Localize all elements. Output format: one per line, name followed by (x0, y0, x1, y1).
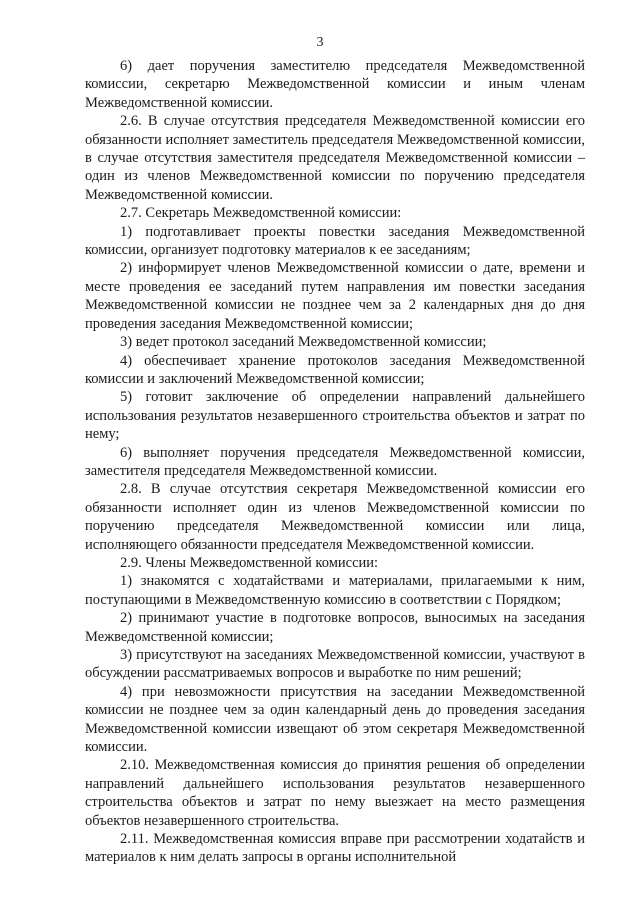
paragraph-2-9-item-2: 2) принимают участие в подготовке вопросов, выносимых на заседания Межведомственной комиссии; (85, 610, 585, 645)
paragraph-2-9-item-1: 1) знакомятся с ходатайствами и материалами, прилагаемыми к ним, поступающими в Межведомственную комиссию в соответствии с Порядком; (85, 573, 585, 608)
paragraph-2-7-item-4: 4) обеспечивает хранение протоколов заседания Межведомственной комиссии и заключений Межведомственной комиссии; (85, 352, 585, 387)
paragraph-2-9-item-3: 3) присутствуют на заседаниях Межведомственной комиссии, участвуют в обсуждении рассматриваемых вопросов и выработке по ним решений; (85, 647, 585, 682)
paragraph-2-7-item-6: 6) выполняет поручения председателя Межведомственной комиссии, заместителя председателя Межведомственной комиссии. (85, 444, 585, 479)
paragraph-2-7-item-3: 3) ведет протокол заседаний Межведомственной комиссии; (120, 334, 487, 351)
paragraph-2-5-item-6: 6) дает поручения заместителю председателя Межведомственной комиссии, секретарю Межведомственной комиссии и иным членам Межведомственной комиссии. (85, 58, 585, 111)
paragraph-2-10: 2.10. Межведомственная комиссия до принятия решения об определении направлений дальнейшего использования результатов незавершенного строительства объектов и затрат по нему выезжает на место размещения объектов незавершенного строительства. (85, 757, 585, 829)
page-number: 3 (316, 35, 324, 50)
document-body (85, 57, 585, 867)
paragraph-2-9-heading: 2.9. Члены Межведомственной комиссии: (120, 554, 379, 571)
paragraph-2-7-item-1: 1) подготавливает проекты повестки заседания Межведомственной комиссии, организует подготовку материалов к ее заседаниям; (85, 223, 585, 259)
paragraph-2-8: 2.8. В случае отсутствия секретаря Межведомственной комиссии его обязанности исполняет один из членов Межведомственной комиссии по поручению председателя Межведомственной комиссии или лица, исполняющего обязанности председателя Межведомственной комиссии. (85, 481, 585, 553)
paragraph-2-9-item-4: 4) при невозможности присутствия на заседании Межведомственной комиссии не позднее чем за один календарный день до проведения заседания Межведомственной комиссии извещают об этом секретаря Межведомственной комиссии. (85, 683, 585, 756)
paragraph-2-7-heading: 2.7. Секретарь Межведомственной комиссии: (120, 205, 402, 222)
paragraph-2-7-item-2: 2) информирует членов Межведомственной комиссии о дате, времени и месте проведения ее заседаний путем направления им повестки заседания Межведомственной комиссии не позднее чем за 2 календарных дня до дня проведения заседания Межведомственной комиссии; (85, 260, 585, 332)
paragraph-2-7-item-5: 5) готовит заключение об определении направлений дальнейшего использования результатов незавершенного строительства объектов и затрат по нему; (85, 389, 585, 443)
paragraph-2-6: 2.6. В случае отсутствия председателя Межведомственной комиссии его обязанности исполняет заместитель председателя Межведомственной комиссии, в случае отсутствия заместителя председателя Межведомственной комиссии – один из членов Межведомственной комиссии по поручению председателя Межведомственной комиссии. (85, 113, 585, 203)
paragraph-2-11: 2.11. Межведомственная комиссия вправе при рассмотрении ходатайств и материалов к ним делать запросы в органы исполнительной (85, 831, 585, 866)
